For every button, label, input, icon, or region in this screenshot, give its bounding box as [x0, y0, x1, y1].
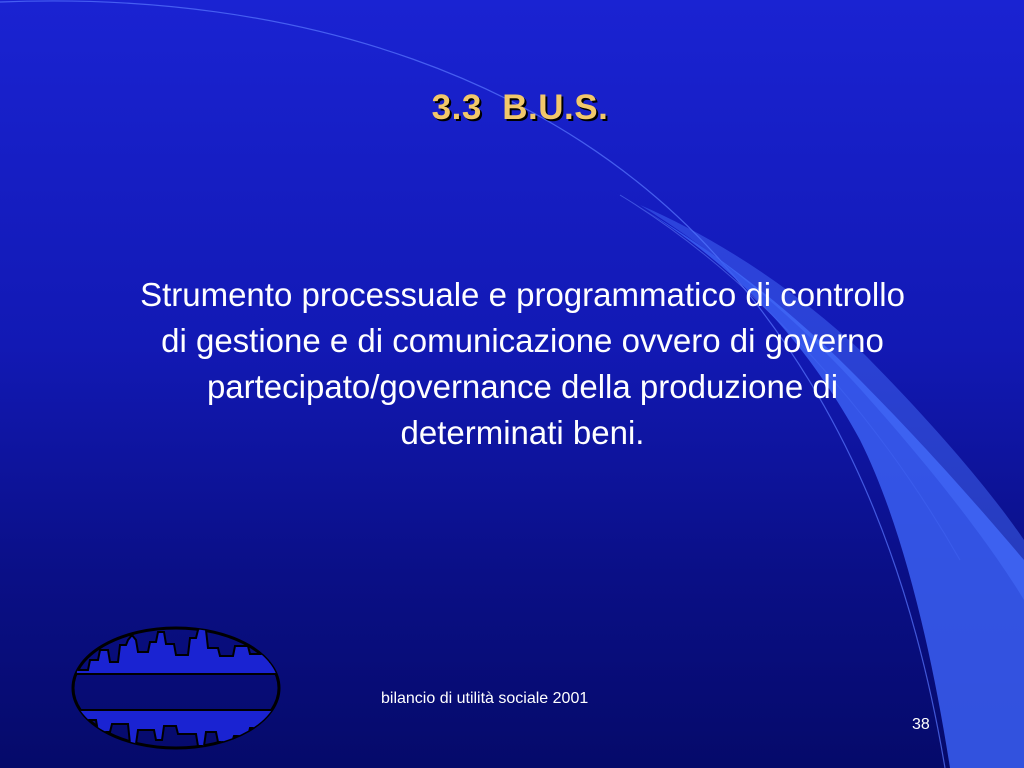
slide-body: Strumento processuale e programmatico di controllo di gestione e di comunicazione ovvero di governo partecipato/governance della produzione di determinati beni. — [140, 276, 905, 451]
slide-title: 3.3 B.U.S. — [431, 88, 609, 127]
page-number: 38 — [912, 716, 930, 733]
footer-text: bilancio di utilità sociale 2001 — [381, 690, 589, 707]
company-logo — [68, 620, 284, 750]
